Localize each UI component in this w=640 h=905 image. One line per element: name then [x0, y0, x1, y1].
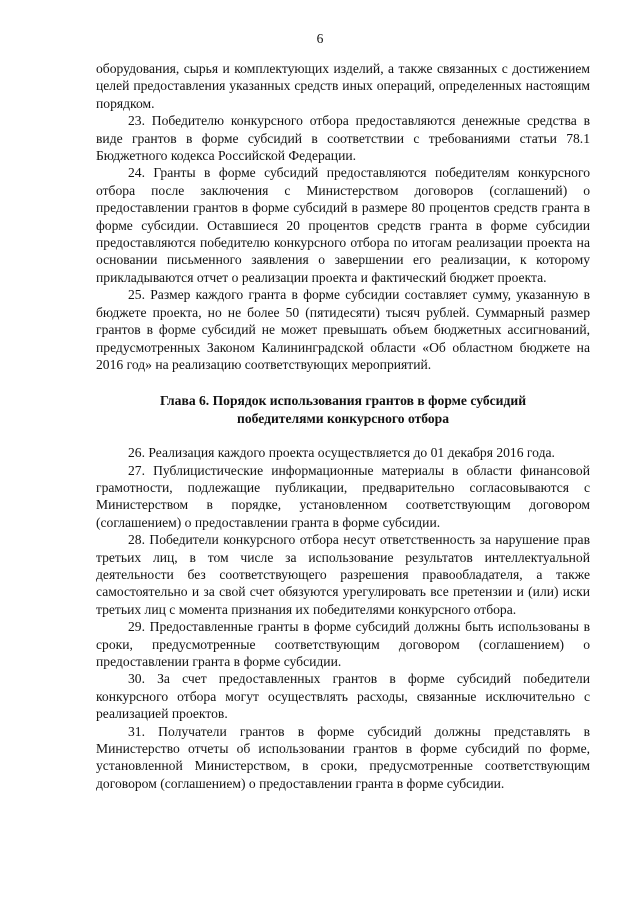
- paragraph-23: 23. Победителю конкурсного отбора предоставляются денежные средства в виде грантов в форме субсидий в соответствии с требованиями статьи 78.1 Бюджетного кодекса Российской Федерации.: [96, 113, 590, 164]
- paragraph-25: 25. Размер каждого гранта в форме субсидии составляет сумму, указанную в бюджете проекта, но не более 50 (пятидесяти) тысяч рублей. Суммарный размер грантов в форме субсидий не может превышать объем бюджетных ассигнований, предусмотренных Законом Калининградской области «Об областном бюджете на 2016 год» на реализацию соответствующих мероприятий.: [96, 287, 590, 372]
- paragraph-27: 27. Публицистические информационные материалы в области финансовой грамотности, подлежащие публикации, предварительно согласовываются с Министерством в порядке, установленном соответствующим договором (соглашением) о предоставлении гранта в форме субсидии.: [96, 462, 590, 530]
- paragraph-29: 29. Предоставленные гранты в форме субсидий должны быть использованы в сроки, предусмотренные соответствующим договором (соглашением) о предоставлении гранта в форме субсидии.: [96, 619, 590, 669]
- chapter-heading-line-2: победителями конкурсного отбора: [236, 410, 450, 426]
- document-body: [96, 60, 590, 792]
- chapter-heading-line-1: Глава 6. Порядок использования грантов в форме субсидий: [159, 393, 527, 409]
- paragraph-24: 24. Гранты в форме субсидий предоставляются победителям конкурсного отбора после заключения с Министерством договоров (соглашений) о предоставлении грантов в форме субсидий в размере 80 процентов средств гранта в форме субсидии. Оставшиеся 20 процентов средств гранта в форме субсидии предоставляются победителю конкурсного отбора по итогам реализации проекта на основании письменного заявления о завершении его реализации, к которому прикладываются отчет о реализации проекта и фактический бюджет проекта.: [96, 165, 590, 285]
- page-number: 6: [316, 31, 324, 46]
- chapter-6-heading: [96, 392, 590, 427]
- paragraph-30: 30. За счет предоставленных грантов в форме субсидий победители конкурсного отбора могут осуществлять расходы, связанные исключительно с реализацией проектов.: [96, 671, 590, 722]
- paragraph-22-continuation: оборудования, сырья и комплектующих изделий, а также связанных с достижением целей предоставления указанных средств иных операций, определенных настоящим порядком.: [96, 61, 590, 111]
- paragraph-28: 28. Победители конкурсного отбора несут ответственность за нарушение прав третьих лиц, в том числе за использование результатов интеллектуальной деятельности без соответствующего разрешения правообладателя, а также самостоятельно и за свой счет обязуются урегулировать все претензии и (или) иски третьих лиц с момента признания их победителями конкурсного отбора.: [96, 532, 590, 617]
- paragraph-26: 26. Реализация каждого проекта осуществляется до 01 декабря 2016 года.: [128, 445, 555, 461]
- paragraph-31: 31. Получатели грантов в форме субсидий должны представлять в Министерство отчеты об использовании грантов в форме субсидий по форме, установленной Министерством, в сроки, предусмотренные соответствующим договором (соглашением) о предоставлении гранта в форме субсидии.: [96, 723, 590, 791]
